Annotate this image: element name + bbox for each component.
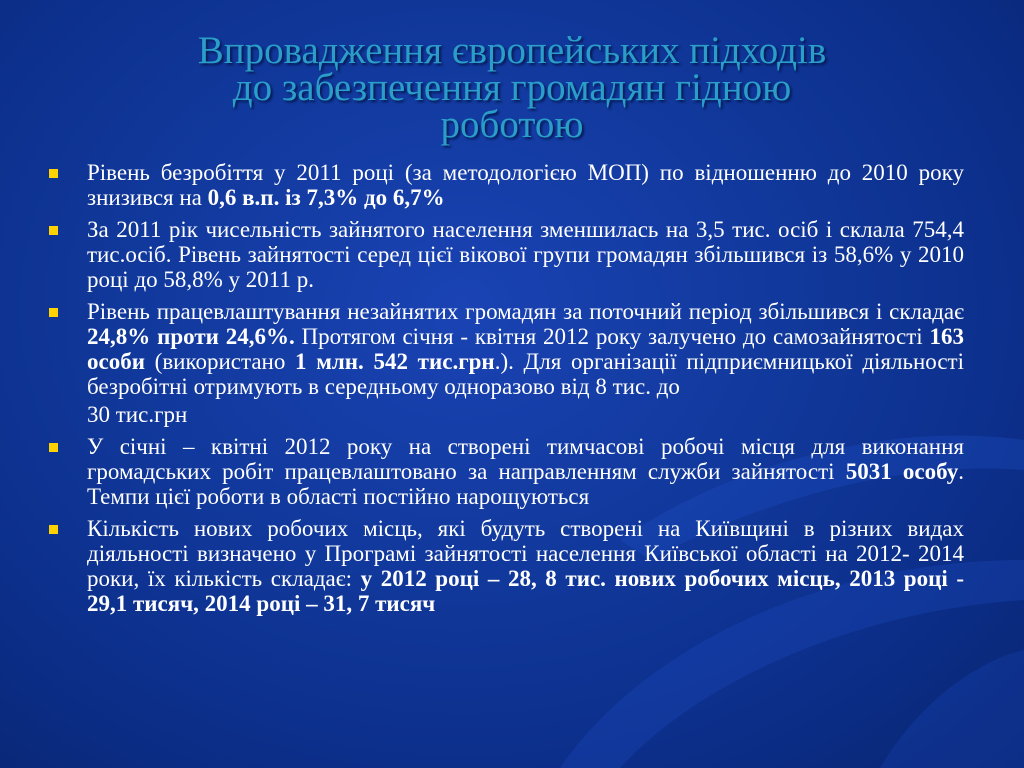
text-run: Протягом січня - квітня 2012 року залучено до самозайнятості xyxy=(294,324,930,349)
bullet-square-icon xyxy=(49,169,58,178)
bullet-text xyxy=(87,217,964,292)
bullet-text xyxy=(87,516,964,616)
bullet-item xyxy=(46,217,964,292)
text-run: .). Для організації підприємницької діяльності безробітні отримують в середньому одноразово від 8 тис. до xyxy=(87,349,964,399)
bullet-list xyxy=(46,160,964,623)
text-run: Рівень працевлаштування незайнятих громадян за поточний період збільшився і складає xyxy=(87,299,964,324)
text-run: За 2011 рік чисельність зайнятого населення зменшилась на 3,5 тис. осіб і склала 754,4 тис.осіб. Рівень зайнятості серед цієї вікової групи громадян збільшився із 58,6% у 2010 році до 58,8% у 2011 р. xyxy=(87,217,964,292)
text-run: Рівень безробіття у 2011 році (за методологією МОП) по відношенню до 2010 року знизився на xyxy=(87,160,964,210)
text-run: (використано xyxy=(144,349,296,374)
bullet-continuation: 30 тис.грн xyxy=(87,402,188,427)
text-run: . Темпи цієї роботи в області постійно нарощуються xyxy=(87,459,964,509)
bullet-square-icon xyxy=(49,443,58,452)
title-line-1: Впровадження європейських підходів xyxy=(197,29,827,72)
bullet-item xyxy=(46,160,964,210)
bullet-square-icon xyxy=(49,226,58,235)
bold-run: 1 млн. 542 тис.грн xyxy=(295,349,495,374)
bullet-text xyxy=(87,434,964,509)
bold-run: 5031 особу xyxy=(845,459,959,484)
bold-run: 24,8% проти 24,6%. xyxy=(87,324,295,349)
bullet-item xyxy=(46,299,964,399)
bullet-item xyxy=(46,434,964,509)
text-run: Кількість нових робочих місць, які будуть створені на Київщині в різних видах діяльності визначено у Програмі зайнятості населення Київської області на 2012- 2014 роки, їх кількість складає: xyxy=(87,516,964,591)
bold-run: у 2012 році – 28, 8 тис. нових робочих місць, 2013 році - 29,1 тисяч, 2014 році – 31, 7 тисяч xyxy=(87,566,964,616)
slide-title xyxy=(40,29,984,146)
title-line-2: до забезпечення громадян гідною xyxy=(232,66,792,109)
bullet-text xyxy=(87,160,964,210)
bold-run: 163 особи xyxy=(87,324,964,374)
text-run: У січні – квітні 2012 року на створені тимчасові робочі місця для виконання громадських робіт працевлаштовано за направленням служби зайнятості xyxy=(87,434,964,484)
bullet-item xyxy=(46,516,964,616)
bullet-square-icon xyxy=(49,525,58,534)
bold-run: 0,6 в.п. із 7,3% до 6,7% xyxy=(207,185,445,210)
bullet-text xyxy=(87,299,964,399)
bullet-square-icon xyxy=(49,308,58,317)
title-line-3: роботою xyxy=(440,103,584,146)
